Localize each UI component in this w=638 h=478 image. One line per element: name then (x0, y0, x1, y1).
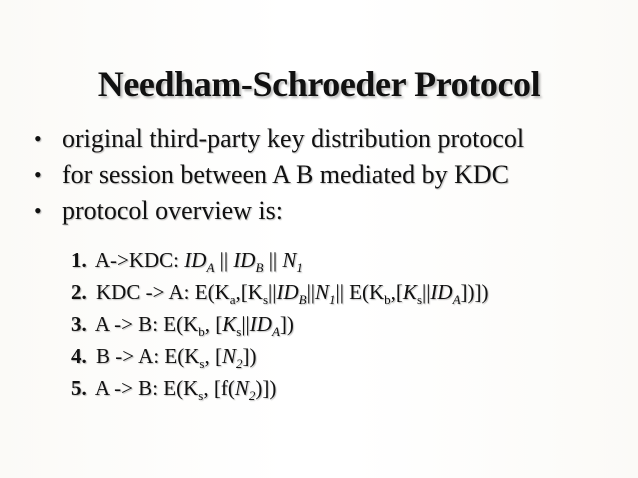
protocol-step-5 (71, 372, 631, 404)
step-text: B -> A: $E(K_s$, $[N_2]$) (90, 344, 257, 372)
slide-title: Needham-Schroeder Protocol (97, 64, 541, 104)
protocol-step-4 (71, 340, 631, 372)
bullet-list (34, 121, 624, 229)
step-number: 4. (71, 344, 87, 368)
protocol-step-3 (71, 308, 631, 340)
step-text: A->KDC: $ID_A$ || $ID_B$ || $N_1$ (90, 248, 303, 276)
bullet-dot-icon: • (34, 198, 42, 223)
bullet-text: for session between A B mediated by KDC (62, 160, 509, 189)
protocol-step-1 (71, 244, 631, 276)
bullet-dot-icon: • (34, 126, 42, 151)
step-text: KDC -> A: $E(K_a,[K_s||ID_B||N_1||$ $E(K_b,[K_s||ID_A])$]) (90, 280, 489, 308)
bullet-item (34, 157, 624, 193)
step-text: A -> B: $E(K_b$, $[K_s||ID_A]$) (90, 312, 294, 340)
step-number: 1. (71, 248, 87, 272)
step-number: 2. (71, 280, 87, 304)
step-number: 3. (71, 312, 87, 336)
step-text: A -> B: $E(K_s$, $[f(N_2)]$) (90, 376, 277, 404)
protocol-step-2 (71, 276, 631, 308)
bullet-text: original third-party key distribution protocol (62, 124, 525, 153)
bullet-item (34, 121, 624, 157)
protocol-steps (71, 244, 631, 404)
bullet-text: protocol overview is: (62, 196, 283, 225)
bullet-item (34, 193, 624, 229)
bullet-dot-icon: • (34, 162, 42, 187)
step-number: 5. (71, 376, 87, 400)
